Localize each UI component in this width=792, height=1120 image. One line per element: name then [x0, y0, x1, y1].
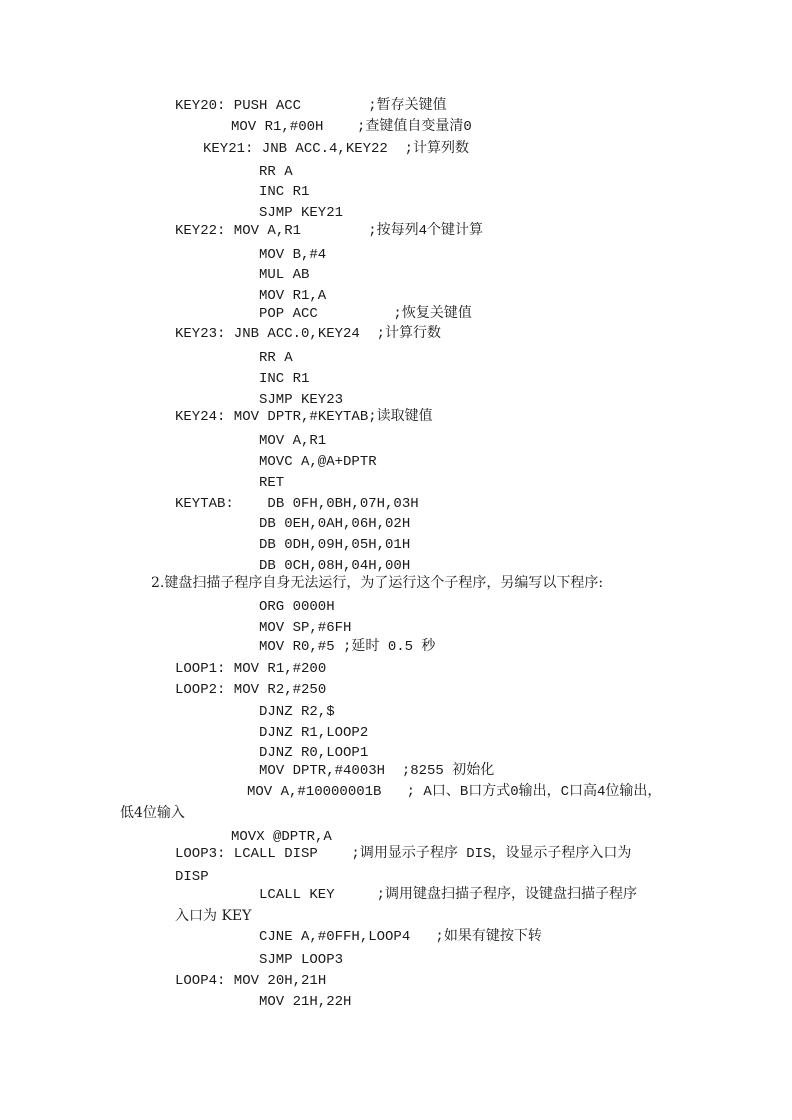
code-line: MOV A,R1: [259, 433, 327, 449]
code-line: SJMP KEY21: [259, 205, 344, 221]
code-line: DJNZ R1,LOOP2: [259, 725, 369, 741]
code-line: DB 0CH,08H,04H,00H: [259, 558, 411, 574]
code-line: KEY22: MOV A,R1 ;按每列4个键计算: [175, 223, 484, 239]
code-line: INC R1: [259, 184, 310, 200]
code-line: SJMP LOOP3: [259, 952, 344, 968]
code-line: MOV R1,#00H ;查键值自变量清0: [231, 119, 472, 135]
code-line: KEY24: MOV DPTR,#KEYTAB;读取键值: [175, 409, 433, 425]
code-line: KEY20: PUSH ACC ;暂存关键值: [175, 98, 447, 114]
code-line: SJMP KEY23: [259, 392, 344, 408]
code-line: LOOP2: MOV R2,#250: [175, 682, 327, 698]
code-line: KEY23: JNB ACC.0,KEY24 ;计算行数: [175, 326, 442, 342]
code-line: MOV SP,#6FH: [259, 620, 352, 636]
code-line: MOV R0,#5 ;延时 0.5 秒: [259, 639, 436, 655]
code-line: INC R1: [259, 371, 310, 387]
code-line: 低4位输入: [120, 805, 185, 821]
code-line: MOV B,#4: [259, 247, 327, 263]
code-line: DJNZ R2,$: [259, 704, 335, 720]
code-line: MOVX @DPTR,A: [231, 829, 332, 845]
code-line: MOV R1,A: [259, 288, 327, 304]
code-line: CJNE A,#0FFH,LOOP4 ;如果有键按下转: [259, 929, 542, 945]
code-line: RET: [259, 475, 285, 491]
code-line: 入口为 KEY: [175, 908, 252, 924]
code-line: RR A: [259, 164, 293, 180]
code-line: MOV A,#10000001B ; A口、B口方式0输出，C口高4位输出，: [247, 784, 662, 800]
code-line: ORG 0000H: [259, 599, 335, 615]
code-line: LOOP3: LCALL DISP ;调用显示子程序 DIS，设显示子程序入口为: [175, 846, 632, 862]
code-line: RR A: [259, 350, 293, 366]
code-line: KEYTAB: DB 0FH,0BH,07H,03H: [175, 496, 419, 512]
code-line: POP ACC ;恢复关键值: [259, 306, 472, 322]
code-line: LCALL KEY ;调用键盘扫描子程序，设键盘扫描子程序: [259, 887, 638, 903]
code-line: MOV 21H,22H: [259, 994, 352, 1010]
code-line: MOV DPTR,#4003H ;8255 初始化: [259, 763, 495, 779]
code-line: DJNZ R0,LOOP1: [259, 745, 369, 761]
code-line: MOVC A,@A+DPTR: [259, 454, 377, 470]
code-line: KEY21: JNB ACC.4,KEY22 ;计算列数: [203, 141, 470, 157]
code-line: DISP: [175, 869, 209, 885]
section-paragraph: 2.键盘扫描子程序自身无法运行，为了运行这个子程序，另编写以下程序:: [151, 575, 604, 591]
code-line: DB 0DH,09H,05H,01H: [259, 537, 411, 553]
code-line: LOOP1: MOV R1,#200: [175, 661, 327, 677]
code-line: LOOP4: MOV 20H,21H: [175, 973, 327, 989]
code-line: DB 0EH,0AH,06H,02H: [259, 516, 411, 532]
code-line: MUL AB: [259, 267, 310, 283]
